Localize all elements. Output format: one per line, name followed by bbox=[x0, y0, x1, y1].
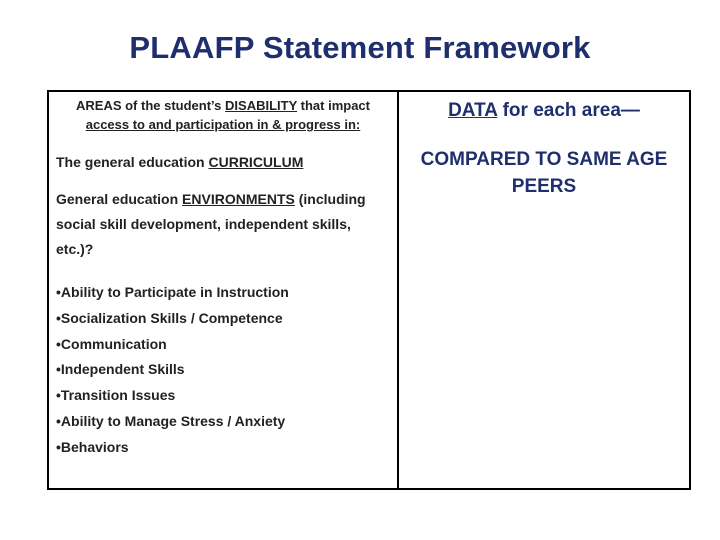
list-item: •Ability to Manage Stress / Anxiety bbox=[56, 412, 286, 429]
data-column bbox=[399, 92, 689, 488]
areas-column-header bbox=[61, 96, 385, 134]
curriculum-underlined: CURRICULUM bbox=[208, 154, 304, 170]
list-item: •Socialization Skills / Competence bbox=[56, 309, 283, 326]
list-item: •Ability to Participate in Instruction bbox=[56, 284, 289, 300]
data-column-header bbox=[399, 98, 689, 124]
list-item: •Transition Issues bbox=[56, 387, 176, 404]
areas-column bbox=[49, 92, 397, 488]
header-suffix: that impact bbox=[297, 98, 370, 113]
page-title: PLAAFP Statement Framework bbox=[129, 30, 591, 65]
environments-underlined: ENVIRONMENTS bbox=[182, 191, 295, 207]
list-item: •Behaviors bbox=[56, 438, 129, 455]
framework-table bbox=[47, 90, 691, 490]
curriculum-item bbox=[56, 150, 303, 175]
header-line2: access to and participation in & progress in: bbox=[85, 117, 361, 132]
data-underlined: DATA bbox=[448, 100, 498, 121]
areas-bullet-list bbox=[56, 280, 289, 461]
environments-prefix: General education bbox=[56, 191, 183, 207]
header-disability: DISABILITY bbox=[225, 98, 298, 113]
list-item: •Independent Skills bbox=[56, 361, 185, 378]
compared-peers-text: COMPARED TO SAME AGE PEERS bbox=[420, 149, 668, 197]
curriculum-prefix: The general education bbox=[56, 154, 209, 170]
list-item: •Communication bbox=[56, 335, 167, 352]
header-prefix: AREAS of the student’s bbox=[76, 98, 226, 113]
environments-rest: (including social skill development, independent skills, etc.)? bbox=[56, 191, 366, 257]
environments-item bbox=[56, 187, 391, 262]
data-suffix: for each area— bbox=[497, 100, 640, 121]
